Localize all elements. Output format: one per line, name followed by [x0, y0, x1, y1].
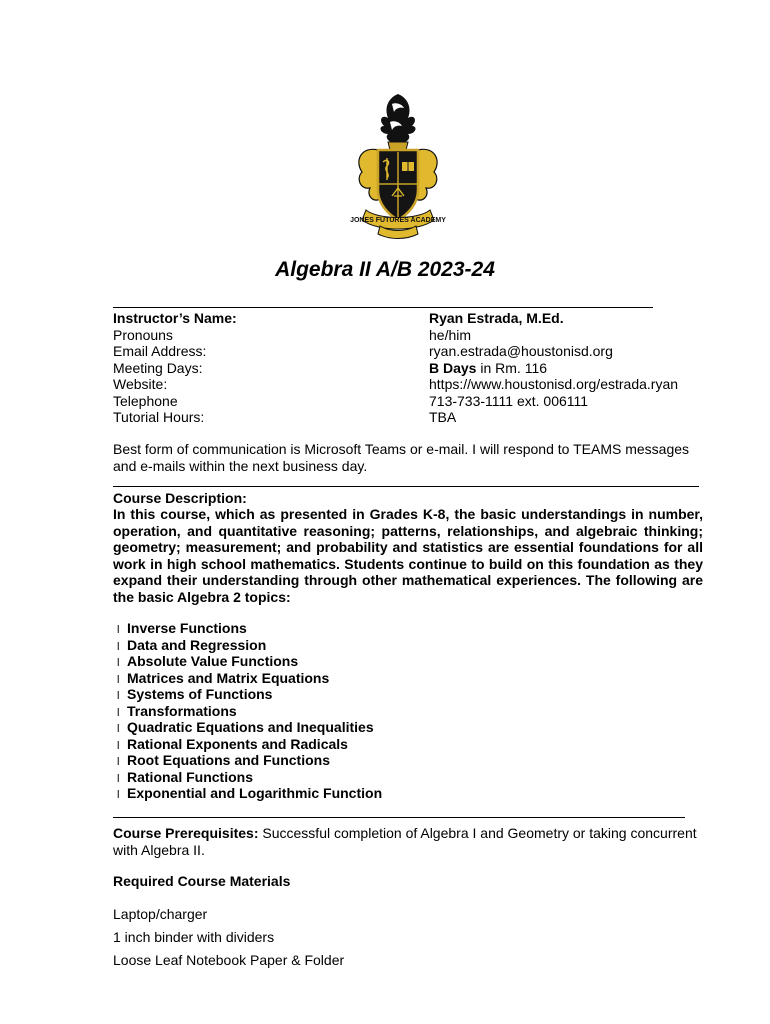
prerequisites-text: Successful completion of Algebra I and Geometry or taking concurrent with Algebra II. — [113, 825, 697, 858]
bullet-icon: l — [117, 657, 120, 669]
list-item: l Exponential and Logarithmic Function — [117, 785, 382, 802]
list-item: l Transformations — [117, 703, 382, 720]
bullet-icon: l — [117, 706, 120, 719]
tutorial-hours-value: TBA — [429, 409, 457, 425]
pronouns-value: he/him — [429, 326, 472, 343]
bullet-icon: l — [117, 739, 120, 752]
telephone-label: Telephone — [113, 392, 178, 409]
tutorial-hours-label: Tutorial Hours: — [113, 409, 205, 425]
course-description-body: In this course, which as presented in Grades K-8, the basic understandings in number, operation, and quantitative reasoning; patterns, relationships, and algebraic thinking; geometry; measurement; and probability and statistics are essential foundations for all work in high school mathematics. Students continue to build on this foundation as they expand their understanding through other mathematical experiences. The following are the basic Algebra 2 topics: — [113, 506, 703, 605]
list-item: l Systems of Functions — [117, 686, 382, 703]
instructor-label: Instructor’s Name: — [113, 310, 237, 326]
school-crest-logo — [348, 92, 448, 242]
list-item: l Data and Regression — [117, 637, 382, 654]
email-label: Email Address: — [113, 343, 207, 359]
bullet-icon: l — [117, 624, 120, 636]
bullet-icon: l — [117, 640, 120, 653]
materials-heading: Required Course Materials — [113, 873, 291, 889]
topics-list — [117, 620, 382, 802]
materials-item: Laptop/charger — [113, 906, 208, 922]
info-row-tutorial-hours — [113, 409, 713, 426]
info-row-email — [113, 343, 713, 360]
instructor-value: Ryan Estrada, M.Ed. — [429, 310, 564, 326]
course-prerequisites — [113, 825, 703, 858]
list-item: l Quadratic Equations and Inequalities — [117, 719, 382, 736]
communication-note: Best form of communication is Microsoft Teams or e-mail. I will respond to TEAMS messages and e-mails within the next business day. — [113, 441, 690, 474]
meeting-days-label: Meeting Days: — [113, 359, 203, 376]
course-description-heading — [113, 490, 703, 507]
meeting-room: in Rm. 116 — [476, 359, 548, 376]
title-divider — [113, 307, 653, 308]
bullet-icon: l — [117, 772, 120, 785]
list-item: l Root Equations and Functions — [117, 752, 382, 769]
list-item: l Rational Exponents and Radicals — [117, 736, 382, 753]
section-divider-1 — [113, 486, 699, 487]
website-label: Website: — [113, 376, 168, 392]
instructor-info — [113, 310, 713, 426]
crest-banner-text: JONES FUTURES ACADEMY — [350, 217, 446, 224]
email-link[interactable]: ryan.estrada@houstonisd.org — [429, 343, 613, 359]
bullet-icon: l — [117, 673, 120, 686]
info-row-instructor — [113, 310, 713, 327]
section-divider-2 — [113, 817, 685, 818]
prerequisites-label: Course Prerequisites: — [113, 825, 259, 841]
list-item: l Inverse Functions — [117, 620, 382, 637]
bullet-icon: l — [117, 723, 120, 735]
telephone-value: 713-733-1111 ext. 006111 — [429, 392, 589, 409]
info-row-telephone — [113, 393, 713, 410]
website-link[interactable]: https://www.houstonisd.org/estrada.ryan — [429, 376, 679, 392]
page-title: Algebra II A/B 2023-24 — [275, 258, 495, 281]
info-row-pronouns — [113, 327, 713, 344]
description-heading: Course Description: — [113, 490, 247, 506]
bullet-icon: l — [117, 789, 120, 801]
meeting-days-value — [429, 360, 547, 377]
materials-item: 1 inch binder with dividers — [113, 929, 275, 945]
pronouns-label: Pronouns — [113, 326, 173, 343]
list-item: l Matrices and Matrix Equations — [117, 670, 382, 687]
info-row-website — [113, 376, 713, 393]
meeting-days-bold: B Days — [429, 359, 477, 376]
materials-item: Loose Leaf Notebook Paper & Folder — [113, 952, 345, 968]
list-item: l Absolute Value Functions — [117, 653, 382, 670]
bullet-icon: l — [117, 690, 120, 702]
info-row-meeting-days — [113, 360, 713, 377]
bullet-icon: l — [117, 756, 120, 768]
list-item: l Rational Functions — [117, 769, 382, 786]
